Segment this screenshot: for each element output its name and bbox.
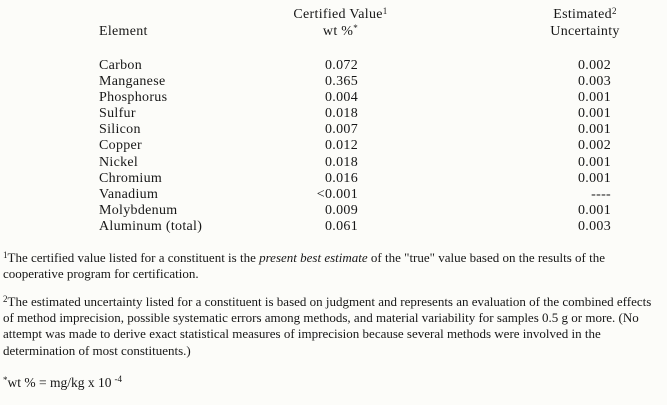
column-header-element xyxy=(99,24,148,41)
estimated-header-line1: Estimated$^2$ xyxy=(553,6,617,22)
estimated-uncertainty: 0.003 xyxy=(578,218,611,234)
table-row xyxy=(0,90,667,106)
footnote-certified-value xyxy=(3,250,663,282)
footnote-text: The certified value listed for a constituent is the xyxy=(7,250,260,265)
element-name: Copper xyxy=(99,138,143,154)
table-row xyxy=(0,203,667,219)
footnote-text: The estimated uncertainty listed for a constituent is based on judgment and represents an evaluation of the combined effects of method imprecision, possible systematic errors among methods, and material variability for samples 0.5 g or more. (No attempt was made to derive exact statistical measures of imprecision because several methods were involved in the determination of most constituents.) xyxy=(3,294,652,358)
certified-value: <0.001 xyxy=(316,186,358,202)
table-row xyxy=(0,155,667,171)
element-name: Carbon xyxy=(99,58,143,73)
table-row xyxy=(0,219,667,235)
certified-value: 0.365 xyxy=(325,74,358,90)
table-row xyxy=(0,106,667,122)
table-row xyxy=(0,187,667,203)
element-name: Molybdenum xyxy=(99,202,178,218)
certified-value: 0.018 xyxy=(325,106,358,122)
certified-value: 0.009 xyxy=(325,202,358,218)
estimated-uncertainty: 0.002 xyxy=(578,138,611,154)
footnote-text: wt % = mg/kg x 10 xyxy=(7,375,112,390)
element-name: Vanadium xyxy=(99,186,159,202)
estimated-header-line2: Uncertainty xyxy=(550,23,620,39)
element-name: Chromium xyxy=(99,170,163,186)
certified-value: 0.012 xyxy=(325,138,358,154)
certified-value-header-line1: Certified Value$^1$ xyxy=(293,6,388,22)
certified-value: 0.004 xyxy=(325,90,358,106)
table-row xyxy=(0,171,667,187)
certified-value-header-line2: wt %* xyxy=(322,22,359,39)
certified-values-table xyxy=(0,58,667,235)
certified-value: 0.072 xyxy=(325,58,358,73)
footnote-marker-1: 1 xyxy=(382,6,388,16)
table-row xyxy=(0,138,667,154)
element-header-label: Element xyxy=(99,24,148,39)
element-name: Phosphorus xyxy=(99,90,168,106)
column-header-estimated-uncertainty xyxy=(510,7,660,40)
estimated-uncertainty: 0.002 xyxy=(578,58,611,73)
certified-value: 0.016 xyxy=(325,170,358,186)
table-row xyxy=(0,122,667,138)
footnote-wt-percent-definition xyxy=(3,375,663,391)
footnote-text: of the "true" value based on the results of the cooperative program for certification. xyxy=(3,250,605,282)
footnote-marker-2: 2 xyxy=(611,6,617,16)
estimated-uncertainty: 0.003 xyxy=(578,74,611,90)
element-name: Nickel xyxy=(99,154,139,170)
footnote-estimated-uncertainty xyxy=(3,294,663,359)
certified-value: 0.007 xyxy=(325,122,358,138)
estimated-uncertainty: 0.001 xyxy=(578,122,611,138)
table-row xyxy=(0,58,667,74)
estimated-uncertainty: ---- xyxy=(591,186,611,202)
estimated-uncertainty: 0.001 xyxy=(578,202,611,218)
footnote-marker: * xyxy=(3,375,8,385)
estimated-uncertainty: 0.001 xyxy=(578,106,611,122)
table-row xyxy=(0,74,667,90)
element-name: Sulfur xyxy=(99,106,136,122)
estimated-uncertainty: 0.001 xyxy=(578,154,611,170)
footnote-marker: 2 xyxy=(3,294,8,304)
column-header-certified-value xyxy=(258,7,423,40)
element-name: Silicon xyxy=(99,122,141,138)
estimated-uncertainty: 0.001 xyxy=(578,170,611,186)
footnote-marker-asterisk: * xyxy=(353,22,359,33)
exponent: -4 xyxy=(114,374,122,384)
element-name: Manganese xyxy=(99,74,166,90)
footnote-emphasis: present best estimate xyxy=(259,250,368,265)
certified-value: 0.061 xyxy=(325,218,358,234)
certified-value: 0.018 xyxy=(325,154,358,170)
estimated-uncertainty: 0.001 xyxy=(578,90,611,106)
element-name: Aluminum (total) xyxy=(99,218,203,234)
footnote-marker: 1 xyxy=(3,250,8,260)
